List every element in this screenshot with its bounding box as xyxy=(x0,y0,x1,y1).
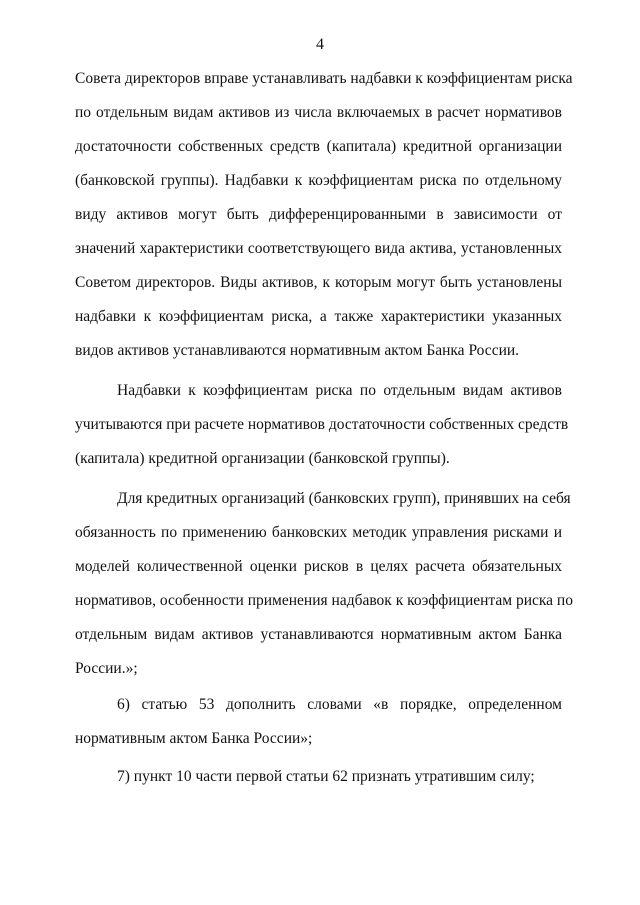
paragraph-5 xyxy=(75,760,562,794)
text-line: нормативным актом Банка России»; xyxy=(75,730,313,747)
text-line: по отдельным видам активов из числа включаемых в расчет нормативов xyxy=(75,104,562,121)
text-line: (банковской группы). Надбавки к коэффициентам риска по отдельному xyxy=(75,172,562,189)
text-line: России.»; xyxy=(75,660,138,677)
text-line: моделей количественной оценки рисков в целях расчета обязательных xyxy=(75,558,562,575)
page-number: 4 xyxy=(316,36,324,53)
text-line: отдельным видам активов устанавливаются нормативным актом Банка xyxy=(75,626,562,643)
text-line: учитываются при расчете нормативов достаточности собственных средств xyxy=(75,416,569,433)
text-line: Надбавки к коэффициентам риска по отдельным видам активов xyxy=(117,382,562,399)
text-line: обязанность по применению банковских методик управления рисками и xyxy=(75,524,562,541)
text-line: видов активов устанавливаются нормативным актом Банка России. xyxy=(75,342,520,359)
text-line: 7) пункт 10 части первой статьи 62 признать утратившим силу; xyxy=(117,768,535,785)
text-line: значений характеристики соответствующего вида актива, установленных xyxy=(75,240,562,257)
text-line: виду активов могут быть дифференцированными в зависимости от xyxy=(75,206,562,223)
text-line: 6) статью 53 дополнить словами «в порядке, определенном xyxy=(117,696,562,713)
paragraph-2 xyxy=(75,374,569,476)
text-line: достаточности собственных средств (капитала) кредитной организации xyxy=(75,138,562,155)
text-line: Советом директоров. Виды активов, к которым могут быть установлены xyxy=(75,274,562,291)
text-line: надбавки к коэффициентам риска, а также характеристики указанных xyxy=(75,308,562,325)
paragraph-1 xyxy=(75,62,573,368)
paragraph-4 xyxy=(75,688,562,756)
text-line: Совета директоров вправе устанавливать надбавки к коэффициентам риска xyxy=(75,70,573,87)
paragraph-3 xyxy=(75,482,573,686)
text-line: (капитала) кредитной организации (банковской группы). xyxy=(75,450,450,467)
text-line: Для кредитных организаций (банковских групп), принявших на себя xyxy=(117,490,571,507)
text-line: нормативов, особенности применения надбавок к коэффициентам риска по xyxy=(75,592,573,609)
